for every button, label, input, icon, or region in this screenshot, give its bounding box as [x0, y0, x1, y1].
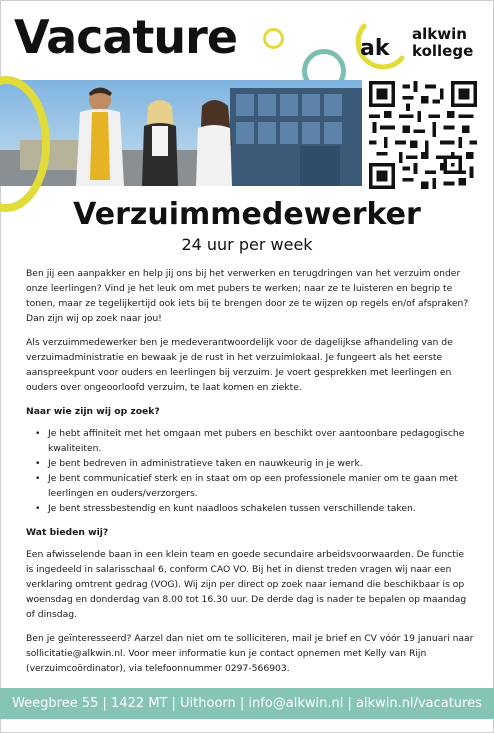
apply-paragraph: Ben je geïnteresseerd? Aarzel dan niet om te solliciteren, mail je brief en CV vóór 19 januari naar sollicitatie@alkwin.nl. Voor meer informatie kun je contact opnemen met Kelly van Rijn (verzuimcoördinator), via telefoonnummer 0297-566903. [26, 633, 474, 674]
role-paragraph: Als verzuimmedewerker ben je medeverantwoordelijk voor de dagelijkse afhandeling van de verzuimadministratie en bewaak je de rust in het verzuimlokaal. Je fungeert als het eerste aanspreekpunt voor ouders en leerlingen bij verzuim. Je voert gesprekken met leerlingen en ouders over ongeoorloofd verzuim, te laat komen en ziekte. [26, 337, 453, 393]
logo-line-2: kollege [412, 42, 474, 60]
requirements-list [26, 426, 474, 516]
list-item: • Je bent stressbestendig en kunt naadloos schakelen tussen verschillende taken. [48, 501, 474, 516]
page-title: Vacature [14, 10, 238, 64]
looking-for-heading: Naar wie zijn wij op zoek? [26, 406, 160, 417]
students-photo [0, 80, 362, 186]
qr-code-icon[interactable] [369, 81, 477, 189]
logo-line-1: alkwin [412, 25, 467, 43]
list-item: • Je bent communicatief sterk en in staat om op een professionele manier om te gaan met leerlingen en ouders/verzorgers. [48, 471, 474, 501]
decorative-yellow-ring [263, 28, 284, 49]
svg-text:ak: ak [360, 36, 390, 61]
job-hours: 24 uur per week [181, 235, 313, 254]
intro-paragraph: Ben jij een aanpakker en help jij ons bij het verwerken en terugdringen van het verzuim onder onze leerlingen? Vind je het leuk om met pubers te werken; naar ze te luisteren en begrip te tonen, maar ze tegelijkertijd ook iets bij te brengen door ze te wijzen op regels en/of afspraken? Dan zijn wij op zoek naar jou! [26, 268, 469, 324]
list-item: • Je hebt affiniteit met het omgaan met pubers en beschikt over aantoonbare pedagogische kwaliteiten. [48, 426, 474, 456]
logo-wordmark [412, 26, 473, 60]
offer-heading: Wat bieden wij? [26, 527, 109, 538]
list-item: • Je bent bedreven in administratieve taken en nauwkeurig in je werk. [48, 456, 474, 471]
alkwin-logo-icon [352, 18, 407, 73]
job-title: Verzuimmedewerker [73, 197, 421, 232]
contact-footer: Weegbree 55 | 1422 MT | Uithoorn | info@alkwin.nl | alkwin.nl/vacatures [0, 688, 494, 719]
vacancy-body [26, 266, 474, 685]
offer-paragraph: Een afwisselende baan in een klein team en goede secundaire arbeidsvoorwaarden. De functie is ingedeeld in salarisschaal 6, conform CAO VO. Bij het in dienst treden vragen wij naar een verklaring omtrent gedrag (VOG). Wij zijn per direct op zoek naar iemand die beschikbaar is op woensdag en donderdag van 8.00 tot 16.30 uur. De derde dag is nader te bepalen op maandag of dinsdag. [26, 549, 467, 620]
